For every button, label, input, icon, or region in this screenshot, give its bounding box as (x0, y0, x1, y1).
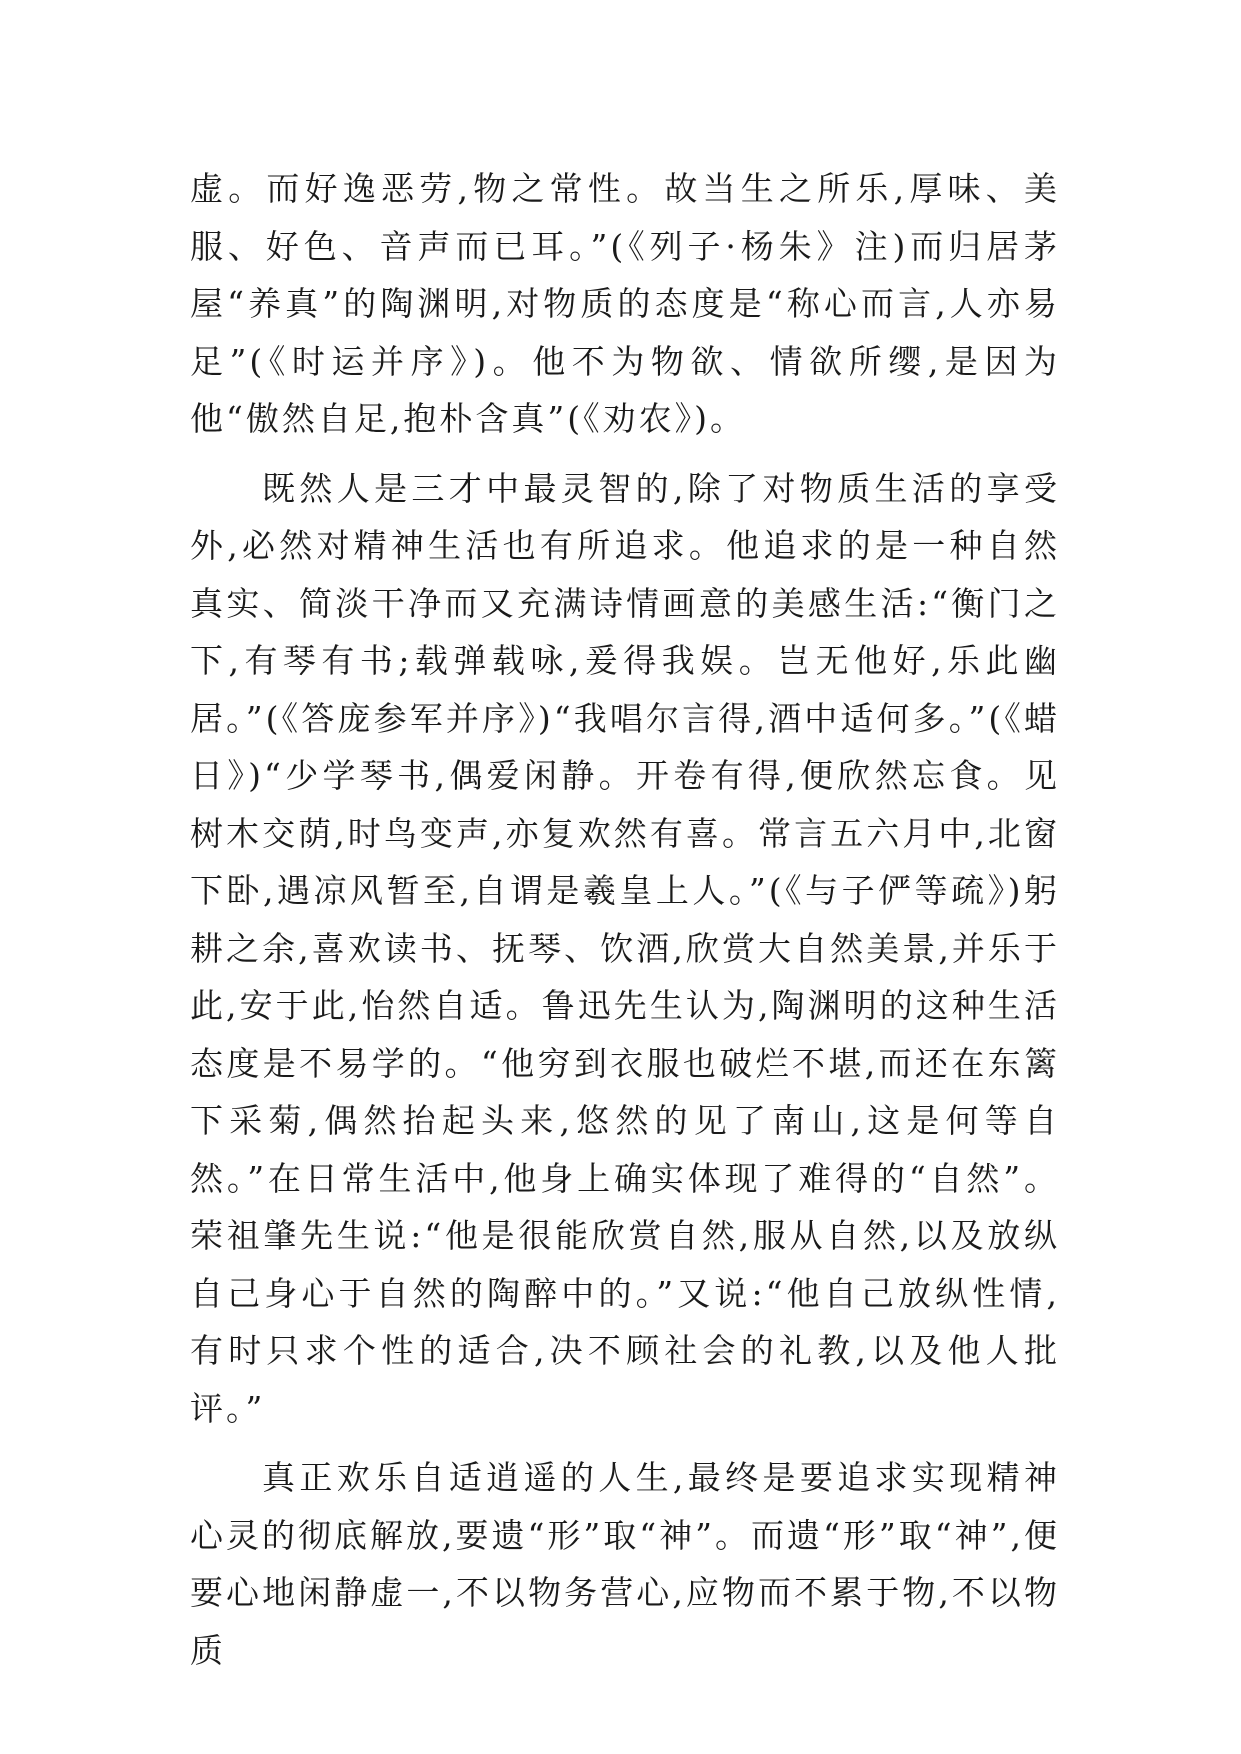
paragraph-continuation: 虚。而好逸恶劳,物之常性。故当生之所乐,厚味、美服、好色、音声而已耳。”(《列子·杨朱》注)而归居茅屋“养真”的陶渊明,对物质的态度是“称心而言,人亦易足”(《时运并序》)。他不为物欲、情欲所缨,是因为他“傲然自足,抱朴含真”(《劝农》)。 (190, 169, 1060, 438)
paragraph-spiritual-liberation: 真正欢乐自适逍遥的人生,最终是要追求实现精神心灵的彻底解放,要遗“形”取“神”。而遗“形”取“神”,便要心地闲静虚一,不以物务营心,应物而不累于物,不以物质 (190, 1458, 1060, 1670)
paragraph-spiritual-life: 既然人是三才中最灵智的,除了对物质生活的享受外,必然对精神生活也有所追求。他追求的是一种自然真实、简淡干净而又充满诗情画意的美感生活:“衡门之下,有琴有书;载弹载咏,爰得我娱。岂无他好,乐此幽居。”(《答庞参军并序》)“我唱尔言得,酒中适何多。”(《蜡日》)“少学琴书,偶爱闲静。开卷有得,便欣然忘食。见树木交荫,时鸟变声,亦复欢然有喜。常言五六月中,北窗下卧,遇凉风暂至,自谓是羲皇上人。”(《与子俨等疏》)躬耕之余,喜欢读书、抚琴、饮酒,欣赏大自然美景,并乐于此,安于此,怡然自适。鲁迅先生认为,陶渊明的这种生活态度是不易学的。“他穷到衣服也破烂不堪,而还在东篱下采菊,偶然抬起头来,悠然的见了南山,这是何等自然。”在日常生活中,他身上确实体现了难得的“自然”。荣祖肇先生说:“他是很能欣赏自然,服从自然,以及放纵自己身心于自然的陶醉中的。”又说:“他自己放纵性情,有时只求个性的适合,决不顾社会的礼教,以及他人批评。” (190, 468, 1060, 1428)
body-text (190, 160, 1060, 1679)
